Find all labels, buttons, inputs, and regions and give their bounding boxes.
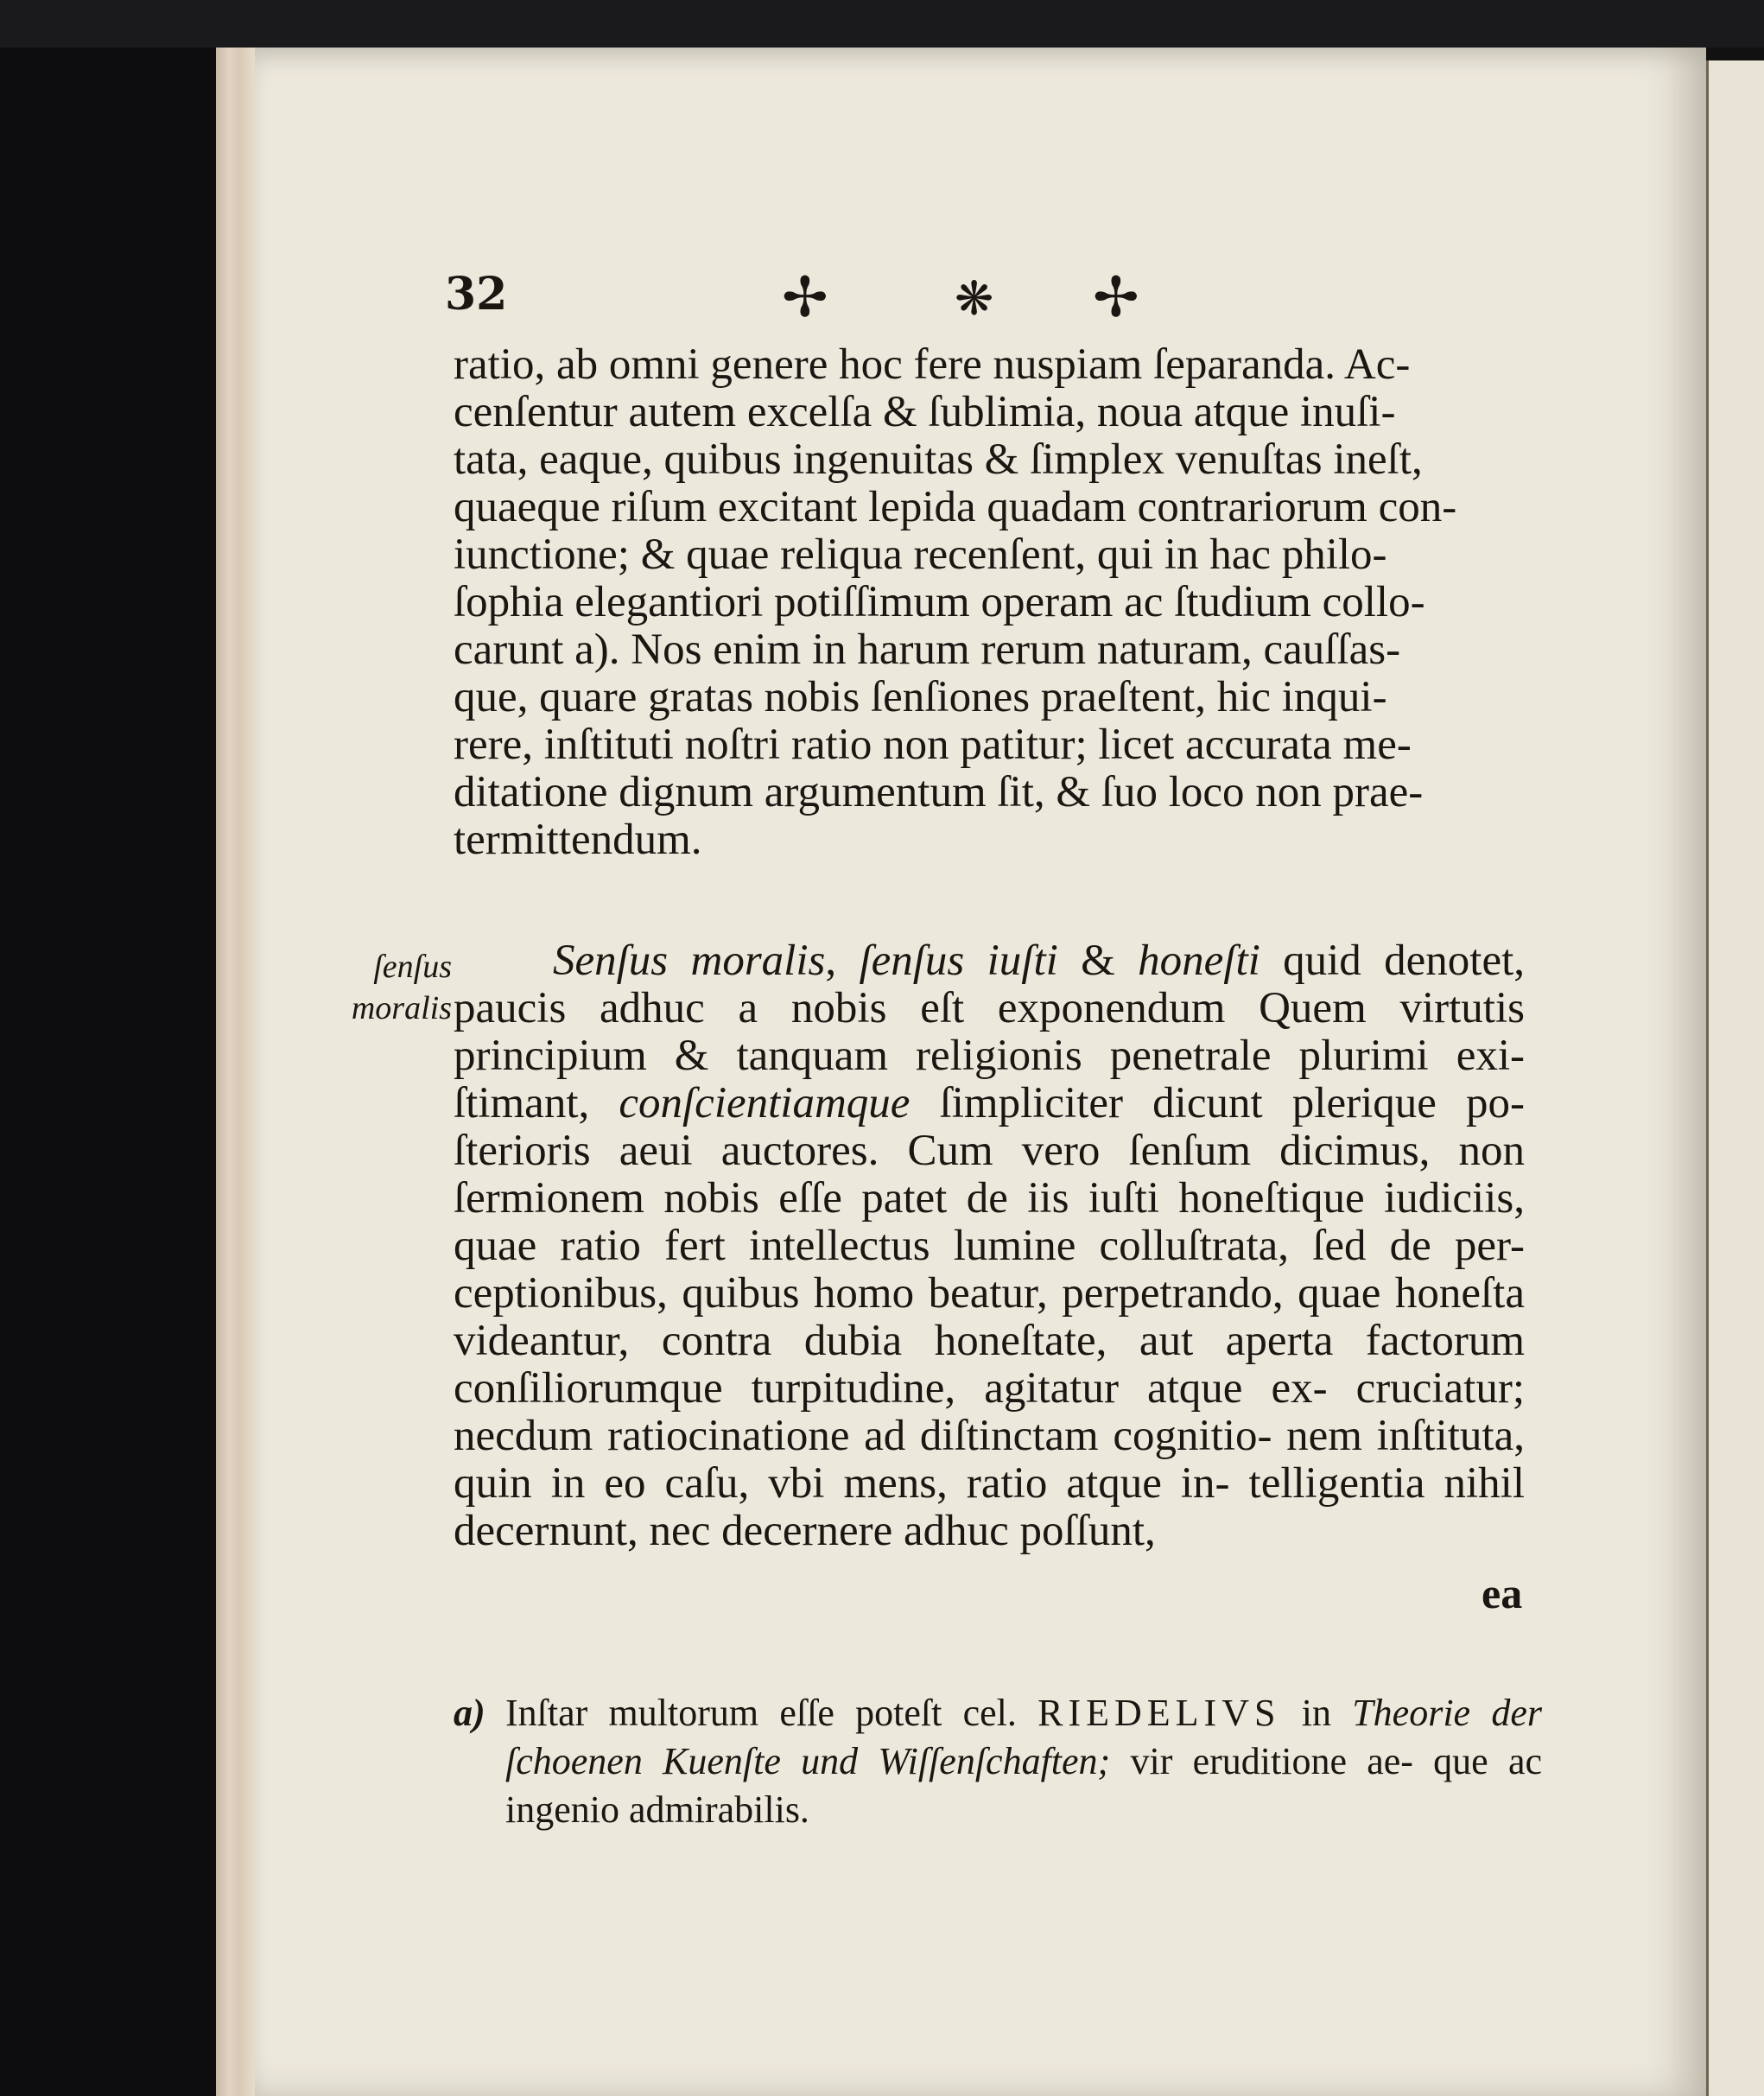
text-run: ſimpliciter dicunt plerique po- ſterioris aeui auctores. Cum vero ſenſum dicimus, non ſermionem nobis eſſe patet de iis iuſti honeſtique iudiciis, quae ratio fert intellectus lumine colluſtrata, ſed de per- ceptionibus, quibus homo beatur, perpetrando, quae honeſta videantur, contra dubia honeſtate, aut aperta factorum conſiliorumque turpitudine, agitatur atque ex- cruciatur; necdum ratiocinatione ad diſtinctam cognitio- nem inſtituta, quin in eo caſu, vbi mens, ratio atque in- telligentia nihil decernunt, nec decernere adhuc poſſunt, <box>454 1079 1525 1555</box>
footnote-title: Theorie der ſchoenen Kuenſte und Wiſſenſchaften; <box>505 1692 1542 1782</box>
text-line: quaeque riſum excitant lepida quadam contrariorum con- <box>454 483 1457 531</box>
margin-note-line: ſenſus <box>373 949 452 985</box>
text-line: ditatione dignum argumentum ſit, & ſuo loco non prae- <box>454 768 1424 816</box>
ornament-flourish-icon: ✢ <box>1093 266 1139 330</box>
footnote <box>454 1689 1542 1834</box>
margin-note-line: moralis <box>351 990 452 1026</box>
text-line: que, quare gratas nobis ſenſiones praeſtent, hic inqui- <box>454 673 1387 721</box>
text-line: iunctione; & quae reliqua recenſent, qui in hac philo- <box>454 530 1387 579</box>
text-line: cenſentur autem excelſa & ſublimia, noua atque inuſi- <box>454 388 1396 436</box>
scan-background-left <box>0 0 216 2096</box>
text-line: ſophia elegantiori potiſſimum operam ac ſtudium collo- <box>454 578 1425 626</box>
text-run: & <box>1057 937 1139 985</box>
facing-page-edge <box>1706 60 1764 2096</box>
paragraph-1 <box>454 341 1525 864</box>
italic-term: conſcientiamque <box>619 1079 911 1127</box>
paragraph-2 <box>454 937 1525 1555</box>
margin-note <box>296 946 452 1029</box>
ornament-flourish-icon: ✢ <box>782 266 828 330</box>
text-line: tata, eaque, quibus ingenuitas & ſimplex venuſtas ineſt, <box>454 435 1423 484</box>
italic-term: honeſti <box>1138 937 1260 985</box>
catchword: ea <box>1482 1569 1523 1617</box>
footnote-text: vir eruditione ae- que ac ingenio admirabilis. <box>505 1740 1542 1831</box>
footnote-mark: a) <box>454 1692 485 1734</box>
page-number: 32 <box>445 268 508 321</box>
text-line: termittendum. <box>454 816 702 864</box>
page-fore-edge <box>216 48 255 2096</box>
text-line: carunt a). Nos enim in harum rerum naturam, cauſſas- <box>454 626 1401 674</box>
book-page <box>255 48 1706 2096</box>
text-line: rere, inſtituti noſtri ratio non patitur; licet accurata me- <box>454 721 1412 769</box>
text-run: , <box>825 937 860 985</box>
text-run: quid denotet, paucis adhuc a nobis eſt exponendum Quem virtutis principium & tanquam religionis penetrale plurimi exi- ſtimant, <box>454 937 1526 1127</box>
footnote-text: in <box>1280 1692 1353 1734</box>
italic-term: ſenſus iuſti <box>859 937 1058 985</box>
text-line: ratio, ab omni genere hoc fere nuspiam ſeparanda. Ac- <box>454 340 1411 389</box>
footnote-author: RIEDELIVS <box>1037 1692 1281 1734</box>
footnote-text: Inſtar multorum eſſe poteſt cel. <box>505 1692 1038 1734</box>
scan-background-top <box>0 0 1764 48</box>
page-header <box>255 251 1706 328</box>
italic-term: Senſus moralis <box>553 937 826 985</box>
ornament-star-icon: ❋ <box>955 271 994 326</box>
